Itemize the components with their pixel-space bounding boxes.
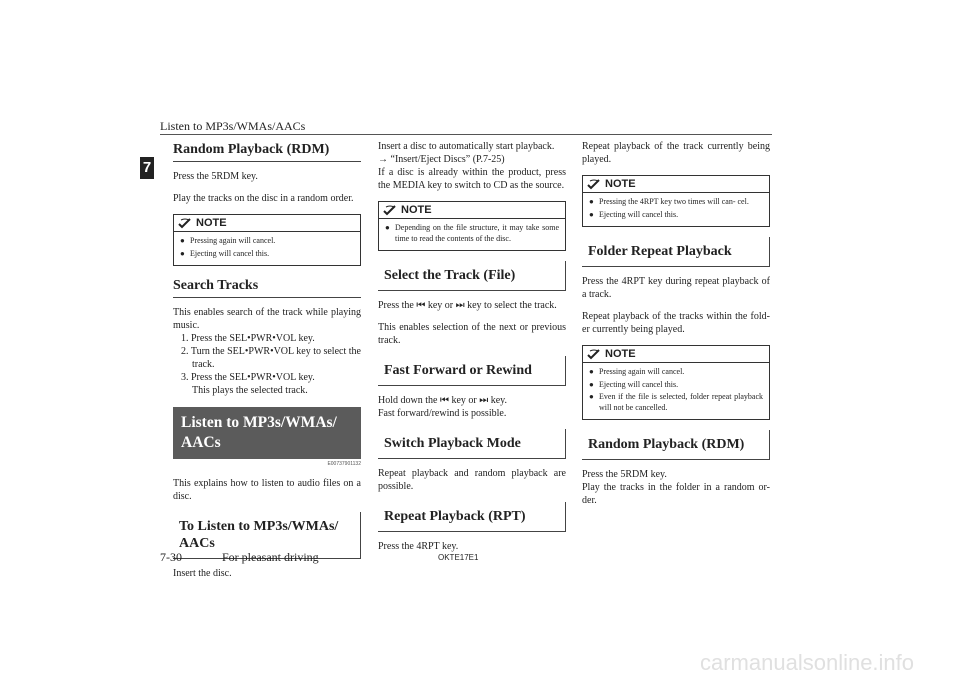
bullet-icon: ● bbox=[180, 236, 185, 245]
bullet-icon: ● bbox=[589, 367, 594, 376]
paragraph: Press the ⏮ key or ⏭ key to select the track. bbox=[378, 300, 557, 311]
heading-folder-repeat: Folder Repeat Playback bbox=[582, 237, 770, 267]
bullet-icon: ● bbox=[385, 223, 390, 232]
note-item: ● Ejecting will cancel this. bbox=[589, 379, 679, 389]
step-sub-text: This plays the selected track. bbox=[192, 385, 308, 396]
note-box bbox=[582, 175, 770, 227]
footer-chapter-label: For pleasant driving bbox=[222, 550, 319, 564]
note-list bbox=[583, 193, 769, 226]
paragraph: Press the 4RPT key. bbox=[378, 541, 459, 552]
step-item: 3. Press the SEL•PWR•VOL key. bbox=[181, 372, 315, 383]
note-label: NOTE bbox=[605, 348, 636, 360]
note-header bbox=[583, 176, 769, 193]
paragraph: Repeat playback of the track currently being played. bbox=[582, 141, 770, 165]
heading-repeat-playback: Repeat Playback (RPT) bbox=[378, 502, 566, 532]
note-list bbox=[379, 219, 565, 250]
note-hand-icon bbox=[383, 204, 397, 216]
note-box bbox=[173, 214, 361, 266]
paragraph: If a disc is already within the product, press the MEDIA key to switch to CD as the source. bbox=[378, 167, 566, 191]
paragraph: Press the 4RPT key during repeat playback of a track. bbox=[582, 276, 770, 300]
note-header bbox=[174, 215, 360, 232]
heading-random-playback: Random Playback (RDM) bbox=[173, 140, 361, 162]
note-label: NOTE bbox=[401, 204, 432, 216]
running-header: Listen to MP3s/WMAs/AACs bbox=[160, 119, 306, 133]
note-item: ● Even if the file is selected, folder repeat playback will not be cancelled. bbox=[589, 392, 763, 412]
heading-select-track: Select the Track (File) bbox=[378, 261, 566, 291]
paragraph: Play the tracks in the folder in a random or- der. bbox=[582, 482, 770, 506]
section-code: E00737901132 bbox=[327, 461, 361, 467]
paragraph: This explains how to listen to audio files on a disc. bbox=[173, 478, 361, 502]
paragraph: Press the 5RDM key. bbox=[582, 469, 667, 480]
heading-switch-mode: Switch Playback Mode bbox=[378, 429, 566, 459]
column-2 bbox=[378, 140, 566, 562]
note-item: ● Pressing the 4RPT key two times will can- cel. bbox=[589, 197, 749, 206]
section-banner: Listen to MP3s/WMAs/ AACs bbox=[173, 407, 361, 459]
note-header bbox=[583, 346, 769, 363]
note-list bbox=[583, 363, 769, 419]
note-list bbox=[174, 232, 360, 265]
bullet-icon: ● bbox=[180, 248, 185, 258]
heading-random-playback: Random Playback (RDM) bbox=[582, 430, 770, 460]
column-3 bbox=[582, 140, 770, 516]
note-item: ● Pressing again will cancel. bbox=[589, 367, 685, 376]
footer-code: OKTE17E1 bbox=[438, 553, 479, 562]
note-hand-icon bbox=[587, 178, 601, 190]
paragraph: Fast forward/rewind is possible. bbox=[378, 408, 507, 419]
heading-fast-forward: Fast Forward or Rewind bbox=[378, 356, 566, 386]
note-item: ● Ejecting will cancel this. bbox=[589, 209, 679, 219]
step-list bbox=[173, 332, 361, 397]
note-label: NOTE bbox=[196, 217, 227, 229]
bullet-icon: ● bbox=[589, 197, 594, 206]
bullet-icon: ● bbox=[589, 379, 594, 389]
note-item: ● Pressing again will cancel. bbox=[180, 236, 276, 245]
note-box bbox=[582, 345, 770, 420]
column-1 bbox=[173, 140, 361, 589]
paragraph: Press the 5RDM key. bbox=[173, 171, 258, 182]
heading-search-tracks: Search Tracks bbox=[173, 276, 361, 298]
step-item: 2. Turn the SEL•PWR•VOL key to select the track. bbox=[181, 346, 361, 370]
paragraph: Insert the disc. bbox=[173, 568, 232, 579]
header-rule bbox=[160, 134, 772, 135]
note-label: NOTE bbox=[605, 178, 636, 190]
cross-reference: → “Insert/Eject Discs” (P.7-25) bbox=[378, 154, 505, 165]
watermark: carmanualsonline.info bbox=[700, 650, 915, 675]
paragraph: Repeat playback of the tracks within the fold- er currently being played. bbox=[582, 311, 770, 335]
note-hand-icon bbox=[587, 348, 601, 360]
chapter-tab: 7 bbox=[140, 157, 154, 179]
note-header bbox=[379, 202, 565, 219]
paragraph: Insert a disc to automatically start playback. bbox=[378, 141, 555, 152]
step-item: 1. Press the SEL•PWR•VOL key. bbox=[181, 333, 315, 344]
page-number: 7-30 bbox=[160, 550, 182, 564]
paragraph: Play the tracks on the disc in a random order. bbox=[173, 193, 354, 204]
paragraph: This enables search of the track while playing music. bbox=[173, 307, 361, 331]
note-item: ● Depending on the file structure, it may take some time to read the contents of the disc. bbox=[385, 223, 559, 243]
note-item: ● Ejecting will cancel this. bbox=[180, 248, 270, 258]
heading-to-listen: To Listen to MP3s/WMAs/ AACs bbox=[173, 512, 361, 559]
note-box bbox=[378, 201, 566, 251]
paragraph: Repeat playback and random playback are possible. bbox=[378, 468, 566, 492]
bullet-icon: ● bbox=[589, 209, 594, 219]
paragraph: This enables selection of the next or previous track. bbox=[378, 322, 566, 346]
note-hand-icon bbox=[178, 217, 192, 229]
bullet-icon: ● bbox=[589, 392, 594, 401]
paragraph: Hold down the ⏮ key or ⏭ key. bbox=[378, 395, 507, 406]
